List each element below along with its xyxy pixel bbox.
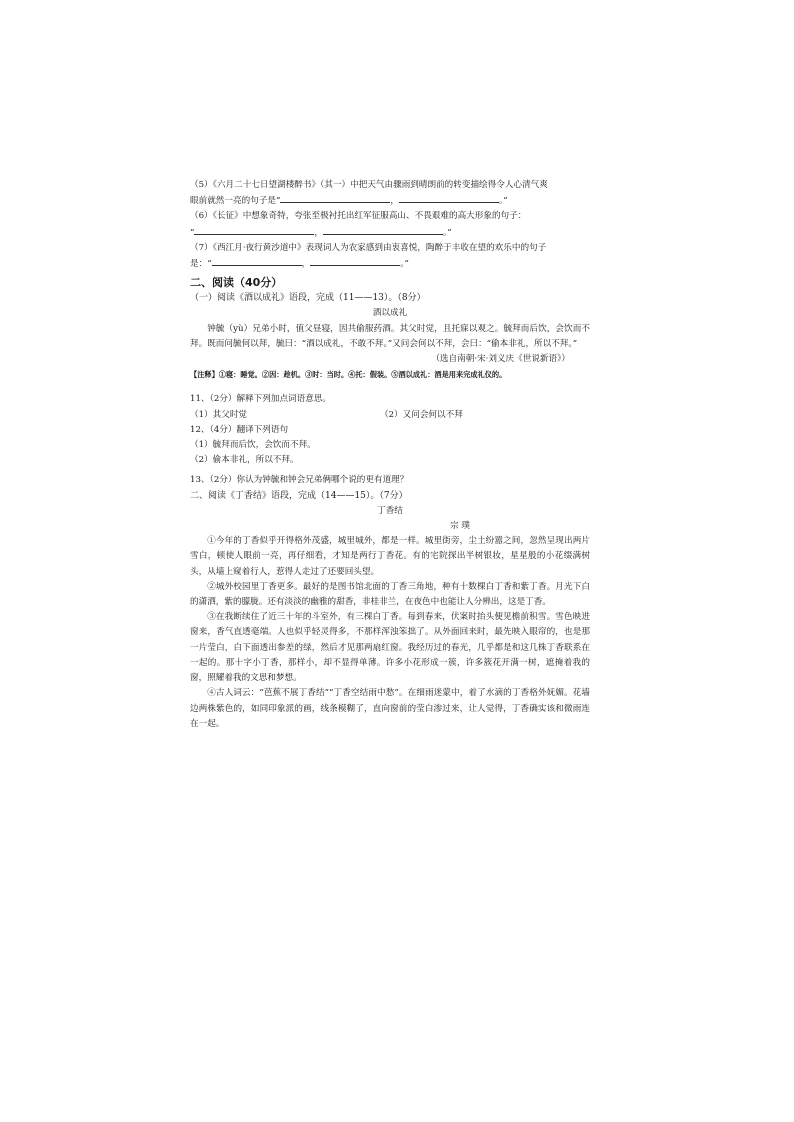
question-13: 13、（2分）你认为钟毓和钟会兄弟俩哪个说的更有道理？ (190, 475, 409, 486)
q7-answer-line (190, 256, 590, 272)
passage-1: 钟毓（yù）兄弟小时，值父昼寝，因共偷服药酒。其父时觉，且托寐以观之。毓拜而后饮，会饮而不拜。既而问毓何以拜，毓曰：“酒以成礼，不敢不拜。”又问会何以不拜，会曰：“偷本非礼，所以不拜。” (190, 323, 590, 349)
q5-text: （5）《六月二十七日望湖楼醉书》（其一）中把天气由骤雨到晴朗前的转变描绘得令人心清气爽 (190, 180, 548, 190)
comma: ， (390, 196, 399, 207)
paragraph-3: ③在我断续住了近三十年的斗室外，有三棵白丁香。每到春来，伏案时抬头便见檐前积雪。雪色映进窗来，香气直透毫端。人也似乎轻灵得多，不那样浑浊笨拙了。从外面回来时，最先映入眼帘的，也是那一片莹白，白下面透出参差的绿，然后才见那两扇红窗。我经历过的春光，几乎都是和这几株丁香联系在一起的。那十字小丁香，那样小，却不显得单薄。许多小花形成一簇，许多簇花开满一树，遮掩着我的窗，照耀着我的文思和梦想。 (190, 612, 590, 684)
part2-title: 丁香结 (377, 505, 403, 516)
q5-cont: 眼前就然一亮的句子是“ (190, 196, 281, 207)
part1-title: 酒以成礼 (372, 308, 408, 319)
end-quote: 。” (498, 196, 508, 207)
question-11: 11、（2分）解释下列加点词语意思。 (190, 394, 332, 405)
question-11-items (190, 408, 590, 423)
section-title: 二、阅读（40分） (190, 276, 283, 290)
passage-1-notes: 【注释】①寝：睡觉。②因：趁机。③时：当时。④托：假装。⑤酒以成礼：酒是用来完成礼仪的。 (190, 370, 507, 380)
question-12-b: （2）偷本非礼，所以不拜。 (190, 455, 299, 466)
q7-cont: 是：“ (190, 259, 212, 270)
q6-line (190, 209, 590, 224)
q6-text: （6）《长征》中想象奇特，夸张至极衬托出红军征服高山、不畏艰难的高大形象的句子： (190, 211, 527, 222)
comma: ， (301, 259, 311, 270)
q7-text: （7）《西江月·夜行黄沙道中》表现词人为农家感到由衷喜悦，陶醉于丰收在望的欢乐中的句子 (190, 242, 547, 253)
q7-line (190, 241, 590, 256)
passage-1-source: （选自南朝·宋·刘义庆《世说新语》） (431, 354, 570, 365)
question-11-b: （2）又问会何以不拜 (380, 409, 463, 420)
question-12: 12、（4分）翻译下列语句 (190, 424, 289, 435)
q5-blank-2[interactable] (399, 193, 499, 203)
end-quote: 。” (400, 259, 409, 270)
paragraph-4: ④古人词云：“芭蕉不展丁香结”“丁香空结雨中愁”。在细雨迷蒙中，着了水滴的丁香格外妩媚。花墙边两株紫色的，如同印象派的画，线条模糊了，直向窗前的莹白渗过来，让人觉得，丁香确实该和微雨连在一起。 (190, 688, 590, 729)
question-12-a: （1）毓拜而后饮，会饮而不拜。 (190, 440, 316, 451)
paragraph-1: ①今年的丁香似乎开得格外茂盛，城里城外，都是一样。城里街旁，尘土纷嚣之间，忽然呈现出两片雪白，顿使人眼前一亮，再仔细看，才知是两行丁香花。有的宅院探出半树银妆，星星般的小花缀满树头，从墙上窥着行人，惹得人走过了还要回头望。 (190, 536, 590, 577)
question-11-a: （1）其父时觉 (190, 409, 248, 420)
q6-blank-1[interactable] (194, 225, 314, 235)
q7-blank-2[interactable] (310, 256, 400, 266)
q5-answer-line (190, 193, 590, 209)
part2-intro: 二、阅读《丁香结》语段，完成（14——15）。（7分） (190, 490, 408, 501)
end-quote: 。” (443, 227, 452, 238)
paragraph-2: ②城外校园里丁香更多。最好的是图书馆北面的丁香三角地，种有十数棵白丁香和紫丁香。月光下白的潇洒，紫的朦胧。还有淡淡的幽雅的甜香，非桂非兰，在夜色中也能让人分辨出，这是丁香。 (190, 581, 590, 608)
q7-blank-1[interactable] (212, 256, 302, 266)
q6-blank-2[interactable] (323, 225, 443, 235)
part1-intro: （一）阅读《酒以成礼》语段，完成（11——13）。（8分） (190, 293, 426, 304)
q6-answer-line (190, 225, 590, 241)
q5-blank-1[interactable] (280, 193, 390, 203)
part2-author: 宗 璞 (450, 521, 470, 532)
exam-page (190, 178, 590, 732)
comma: ， (314, 227, 324, 238)
open-quote: “ (190, 227, 195, 238)
q5-line (190, 178, 590, 193)
